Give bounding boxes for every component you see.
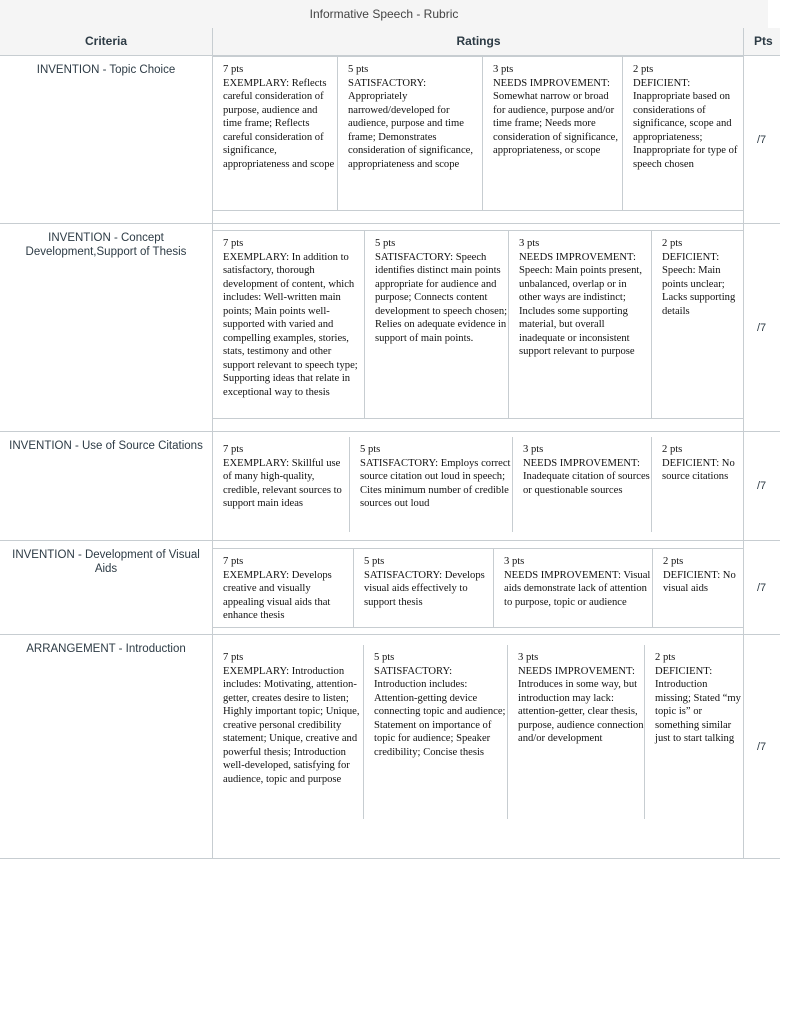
rating-description: NEEDS IMPROVEMENT: Visual aids demonstrate lack of attention to purpose, topic or audience <box>504 569 651 608</box>
rating-description: NEEDS IMPROVEMENT: Somewhat narrow or broad for audience, purpose and/or time frame; Needs more consideration of significance, appropriateness, or scope <box>493 77 619 156</box>
rating-points: 7 pts <box>223 652 244 663</box>
rating-cell <box>213 645 363 819</box>
rating-cell <box>213 437 349 532</box>
rating-description: DEFICIENT: Speech: Main points unclear; Lacks supporting details <box>662 251 736 317</box>
rating-description: NEEDS IMPROVEMENT: Introduces in some way, but introduction may lack: attention-getter, clear thesis, purpose, audience connection and/or development <box>518 665 644 744</box>
rating-description: SATISFACTORY: Develops visual aids effectively to support thesis <box>364 569 485 608</box>
points-value: /7 <box>757 740 767 753</box>
rating-description: NEEDS IMPROVEMENT: Speech: Main points present, unbalanced, overlap or in other ways are indistinct; Includes some supporting material, but overall inadequate or inconsistent support relevant to purpose <box>519 251 642 357</box>
ratings-grid <box>213 56 744 211</box>
criteria-header: Criteria <box>84 34 128 48</box>
rating-description: DEFICIENT: Introduction missing; Stated “my topic is” or something similar just to start talking <box>655 665 741 744</box>
rating-cell <box>651 437 744 532</box>
rating-cell <box>364 231 508 418</box>
rating-points: 3 pts <box>518 652 539 663</box>
rating-cell <box>213 231 364 418</box>
rating-cell <box>337 57 482 210</box>
points-cell <box>743 635 781 858</box>
rating-points: 2 pts <box>655 652 676 663</box>
rating-description: EXEMPLARY: In addition to satisfactory, thorough development of content, which includes: Well-written main points; Main points well-supported with varied and compelling examples, stories, stats, testimony and other support relevant to speech type; Supporting ideas that relate in exceptional way to thesis <box>223 251 358 398</box>
points-cell <box>743 224 781 431</box>
rating-description: DEFICIENT: No source citations <box>662 457 735 482</box>
rating-cell <box>507 645 644 819</box>
rating-cell <box>651 231 744 418</box>
rubric-title: Informative Speech - Rubric <box>0 0 768 29</box>
rating-points: 5 pts <box>364 556 385 567</box>
criterion-row <box>0 224 780 432</box>
criterion-row <box>0 56 780 224</box>
points-value: /7 <box>757 133 767 146</box>
ratings-cell <box>212 541 744 634</box>
criterion-row <box>0 635 780 859</box>
ratings-cell <box>212 432 744 540</box>
rating-description: DEFICIENT: No visual aids <box>663 569 736 594</box>
rating-cell <box>652 549 744 627</box>
rating-cell <box>353 549 493 627</box>
criterion-name: INVENTION - Concept Development,Support of Thesis <box>25 232 187 258</box>
ratings-cell <box>212 635 744 858</box>
points-cell <box>743 541 781 634</box>
table-header <box>0 28 780 56</box>
criterion-name: ARRANGEMENT - Introduction <box>26 643 186 655</box>
rating-description: DEFICIENT: Inappropriate based on considerations of significance, scope and appropriateness; Inappropriate for type of speech chosen <box>633 77 738 170</box>
rating-cell <box>213 549 353 627</box>
ratings-cell <box>212 56 744 223</box>
rating-points: 3 pts <box>493 64 514 75</box>
rating-points: 2 pts <box>663 556 684 567</box>
criterion-row <box>0 432 780 541</box>
rating-points: 5 pts <box>348 64 369 75</box>
ratings-grid <box>213 548 744 628</box>
rating-cell <box>363 645 507 819</box>
rating-points: 7 pts <box>223 556 244 567</box>
rating-description: SATISFACTORY: Appropriately narrowed/developed for audience, purpose and time frame; Demonstrates consideration of significance, appropriateness and scope <box>348 77 474 170</box>
rating-cell <box>508 231 651 418</box>
rating-cell <box>644 645 744 819</box>
points-value: /7 <box>757 581 767 594</box>
rating-description: EXEMPLARY: Skillful use of many high-quality, credible, relevant sources to support main ideas <box>223 457 342 509</box>
rating-description: SATISFACTORY: Employs correct source citation out loud in speech; Cites minimum number of credible sources out loud <box>360 457 511 509</box>
rating-description: EXEMPLARY: Develops creative and visually appealing visual aids that enhance thesis <box>223 569 332 621</box>
rating-description: SATISFACTORY: Speech identifies distinct main points appropriate for audience and purpose; Connects content development to speech chosen; Relies on adequate evidence in support of main points. <box>375 251 508 344</box>
rating-cell <box>493 549 652 627</box>
rating-points: 5 pts <box>375 238 396 249</box>
points-cell <box>743 432 781 540</box>
rating-description: SATISFACTORY: Introduction includes: Attention-getting device connecting topic and audience; Statement on importance of topic for audience; Speaker credibility; Concise thesis <box>374 665 506 758</box>
ratings-cell <box>212 224 744 431</box>
rating-description: NEEDS IMPROVEMENT: Inadequate citation of sources or questionable sources <box>523 457 650 496</box>
rating-points: 7 pts <box>223 64 244 75</box>
ratings-header: Ratings <box>212 28 744 55</box>
rating-cell <box>482 57 622 210</box>
rating-description: EXEMPLARY: Reflects careful consideration of purpose, audience and time frame; Reflects careful consideration of significance, appropriateness and scope <box>223 77 335 170</box>
ratings-grid <box>213 437 744 532</box>
rating-description: EXEMPLARY: Introduction includes: Motivating, attention-getter, creates desire to listen; Highly important topic; Unique, creative personal credibility statement; Unique, creative and powerful thesis; Introduction well-developed, satisfying for audience, topic and purpose <box>223 665 360 785</box>
criterion-row <box>0 541 780 635</box>
rating-cell <box>213 57 337 210</box>
rating-cell <box>622 57 744 210</box>
rating-points: 5 pts <box>360 444 381 455</box>
rating-points: 3 pts <box>519 238 540 249</box>
ratings-grid <box>213 230 744 419</box>
rating-cell <box>349 437 512 532</box>
rating-points: 5 pts <box>374 652 395 663</box>
points-value: /7 <box>757 321 767 334</box>
rating-points: 3 pts <box>523 444 544 455</box>
points-cell <box>743 56 781 223</box>
criterion-name: INVENTION - Development of Visual Aids <box>12 549 200 575</box>
rating-points: 2 pts <box>662 444 683 455</box>
rating-points: 3 pts <box>504 556 525 567</box>
rating-points: 7 pts <box>223 444 244 455</box>
rating-points: 2 pts <box>662 238 683 249</box>
criterion-name: INVENTION - Use of Source Citations <box>9 440 203 452</box>
rating-points: 7 pts <box>223 238 244 249</box>
criterion-name: INVENTION - Topic Choice <box>36 64 176 76</box>
points-value: /7 <box>757 480 767 492</box>
rating-points: 2 pts <box>633 64 654 75</box>
pts-header: Pts <box>743 28 791 55</box>
ratings-grid <box>213 645 744 819</box>
rating-cell <box>512 437 651 532</box>
